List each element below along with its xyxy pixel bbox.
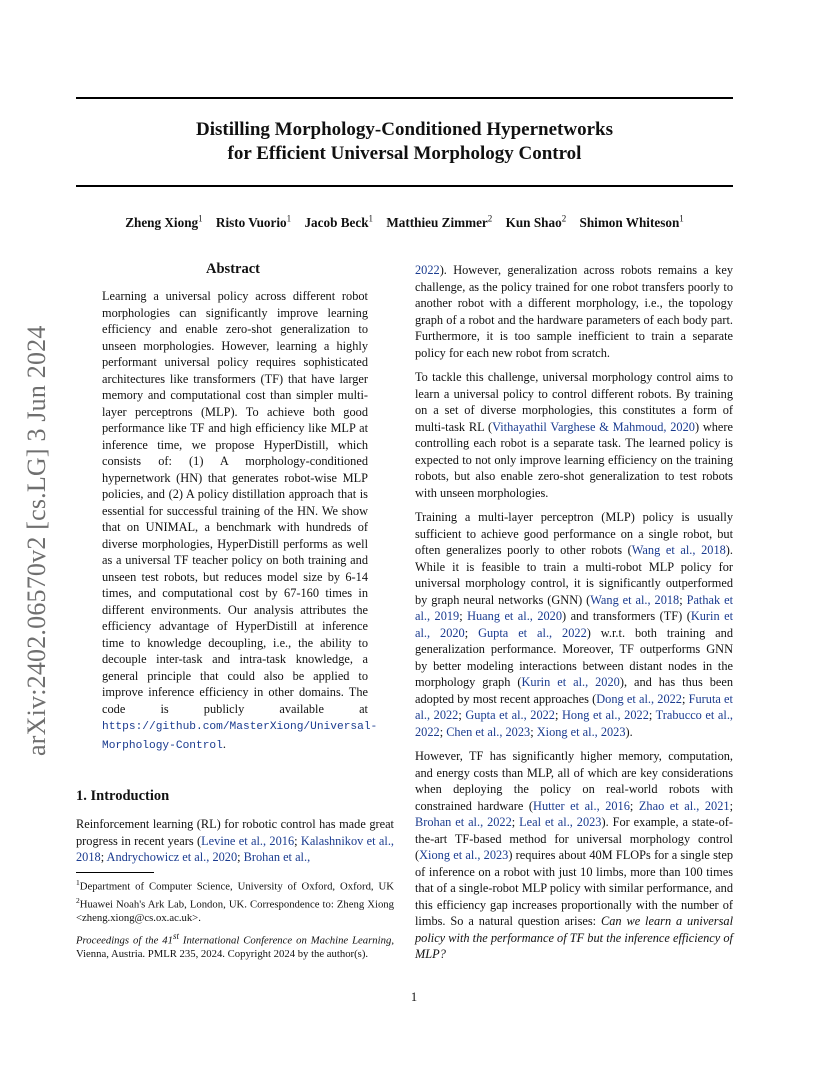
citation-link[interactable]: Dong et al., 2022	[596, 691, 682, 706]
paragraph: 2022). However, generalization across robots remains a key challenge, as the policy trained for one robot transfers poorly to another robot with a different morphology, i.e., the topology graph of a robot and the hardware parameters of each body part. Furthermore, it is too sample inefficient to train a separate policy for each new robot from scratch.	[415, 263, 733, 360]
citation-link[interactable]: Gupta et al., 2022	[465, 708, 555, 722]
author: Risto Vuorio$^1$	[215, 214, 292, 231]
intro-right-column	[415, 262, 733, 971]
citation-link[interactable]: 2022	[415, 263, 440, 277]
arxiv-identifier: arXiv:2402.06570v2 [cs.LG] 3 Jun 2024	[22, 325, 51, 756]
paragraph: However, TF has significantly higher memory, computation, and energy costs than MLP, all of which are key considerations when deploying the policy on real-world robots with constrained hardware (Hutter et al., 2016; Zhao et al., 2021; Brohan et al., 2022; Leal et al., 2023). For example, a state-of-the-art TF-based method for universal morphology control (Xiong et al., 2023) requires about 40M FLOPs for a single step of inference on a robot with just 10 limbs, more than 100 times that of a single-robot MLP policy with similar performance, and this efficiency gap increases proportionally with the number of limbs. So a natural question arises: Can we learn a universal policy with the performance of TF but the inference efficiency of MLP?	[415, 749, 733, 961]
author-list	[76, 214, 733, 231]
code-link[interactable]: https://github.com/MasterXiong/Universal-Morphology-Control	[102, 721, 378, 752]
author: Matthieu Zimmer$^2$	[386, 214, 493, 231]
intro-left-column	[76, 816, 394, 874]
paragraph: Training a multi-layer perceptron (MLP) policy is usually sufficient to achieve good performance on a single robot, but often generalizes poorly to other robots (Wang et al., 2018). While it is feasible to train a multi-robot MLP policy for universal morphology control, it is significantly outperformed by graph neural networks (GNN) (Wang et al., 2018; Pathak et al., 2019; Huang et al., 2020) and transformers (TF) (Kurin et al., 2020; Gupta et al., 2022) w.r.t. both training and generalization performance. Moreover, TF outperforms GNN by better modeling interactions between distant nodes in the morphology graph (Kurin et al., 2020), and has thus been adopted by most recent approaches (Dong et al., 2022; Furuta et al., 2022; Gupta et al., 2022; Hong et al., 2022; Trabucco et al., 2022; Chen et al., 2023; Xiong et al., 2023).	[415, 510, 734, 739]
citation-link[interactable]: Vithayathil Varghese & Mahmoud, 2020	[492, 419, 695, 434]
citation-link[interactable]: Furuta et al., 2022	[415, 691, 733, 722]
citation-link[interactable]: Xiong et al., 2023	[419, 848, 509, 862]
citation-link[interactable]: Huang et al., 2020	[467, 609, 563, 623]
footnote-rule	[76, 872, 154, 873]
paragraph: To tackle this challenge, universal morphology control aims to learn a universal policy to control different robots. By training on a set of diverse morphologies, this constitutes a form of multi-task RL (Vithayathil Varghese & Mahmoud, 2020) where controlling each robot is a separate task. The learned policy is expected to not only improve learning efficiency on the training robots, but also enable zero-shot generalization to test robots with unseen morphologies.	[415, 370, 733, 500]
abstract-body: Learning a universal policy across different robot morphologies can significantly improve learning efficiency and enable zero-shot generalization to unseen morphologies. However, learning a highly performant universal policy requires sophisticated architectures like transformers (TF) that have larger memory and computational cost than simpler multi-layer perceptrons (MLP). To achieve both good performance like TF and high efficiency like MLP at inference time, we propose HyperDistill, which consists of: (1) A morphology-conditioned hypernetwork (HN) that generates robot-wise MLP policies, and (2) A policy distillation approach that is essential for successful training of the HN. We show that on UNIMAL, a benchmark with hundreds of diverse morphologies, HyperDistill performs as well as a universal TF teacher policy on both training and unseen test robots, but reduces model size by 6-14 times, and computational cost by 67-160 times in different environments. Our analysis attributes the efficiency advantage of HyperDistill at inference time to knowledge decoupling, i.e., the ability to decouple inter-task and intra-task knowledge, a general principle that could also be applied to improve inference efficiency in other domains. The code is publicly available at https://github.com/MasterXiong/Universal-Morphology-Control.	[102, 289, 378, 752]
citation-link[interactable]: Xiong et al., 2023	[536, 724, 626, 739]
citation-link[interactable]: Wang et al., 2018	[631, 543, 726, 557]
citation-link[interactable]: Zhao et al., 2021	[638, 798, 730, 813]
abstract-heading: Abstract	[206, 261, 260, 277]
citation-link[interactable]: Kurin et al., 2020	[521, 675, 620, 689]
author: Jacob Beck$^1$	[304, 214, 374, 231]
citation-link[interactable]: Levine et al., 2016	[201, 833, 295, 848]
page-number: 1	[410, 990, 418, 1004]
citation-link[interactable]: Brohan et al., 2022	[415, 815, 512, 829]
citation-link[interactable]: Hong et al., 2022	[562, 708, 649, 722]
author: Zheng Xiong$^1$	[125, 214, 203, 231]
citation-link[interactable]: Wang et al., 2018	[590, 592, 680, 607]
author: Shimon Whiteson$^1$	[579, 214, 684, 231]
citation-link[interactable]: Kalashnikov et al., 2018	[76, 833, 394, 864]
paper-title	[76, 118, 733, 166]
title-line-2: for Efficient Universal Morphology Control	[227, 143, 582, 164]
citation-link[interactable]: Kurin et al., 2020	[415, 609, 733, 640]
title-bottom-rule	[76, 185, 733, 187]
title-line-1: Distilling Morphology-Conditioned Hypernetworks	[196, 119, 613, 140]
paragraph: Reinforcement learning (RL) for robotic control has made great progress in recent years (Levine et al., 2016; Kalashnikov et al., 2018; Andrychowicz et al., 2020; Brohan et al.,	[76, 817, 394, 864]
section-heading-introduction: 1. Introduction	[76, 788, 170, 804]
top-rule	[76, 97, 733, 99]
citation-link[interactable]: Brohan et al.,	[243, 850, 311, 864]
citation-link[interactable]: Pathak et al., 2019	[415, 592, 734, 623]
citation-link[interactable]: Andrychowicz et al., 2020	[106, 850, 238, 864]
proceedings-note: Proceedings of the 41st International Conference on Machine Learning, Vienna, Austria. PMLR 235, 2024. Copyright 2024 by the author(s).	[76, 931, 394, 960]
citation-link[interactable]: Hutter et al., 2016	[533, 798, 630, 813]
citation-link[interactable]: Leal et al., 2023	[519, 815, 602, 829]
citation-link[interactable]: Chen et al., 2023	[446, 724, 531, 739]
citation-link[interactable]: Gupta et al., 2022	[478, 625, 587, 640]
author: Kun Shao$^2$	[505, 214, 567, 231]
affiliation-footnote: $^1$Department of Computer Science, University of Oxford, Oxford, UK $^2$Huawei Noah's Ark Lab, London, UK. Correspondence to: Zheng Xiong <zheng.xiong@cs.ox.ac.uk>.	[76, 878, 394, 924]
citation-link[interactable]: Trabucco et al., 2022	[415, 708, 733, 739]
